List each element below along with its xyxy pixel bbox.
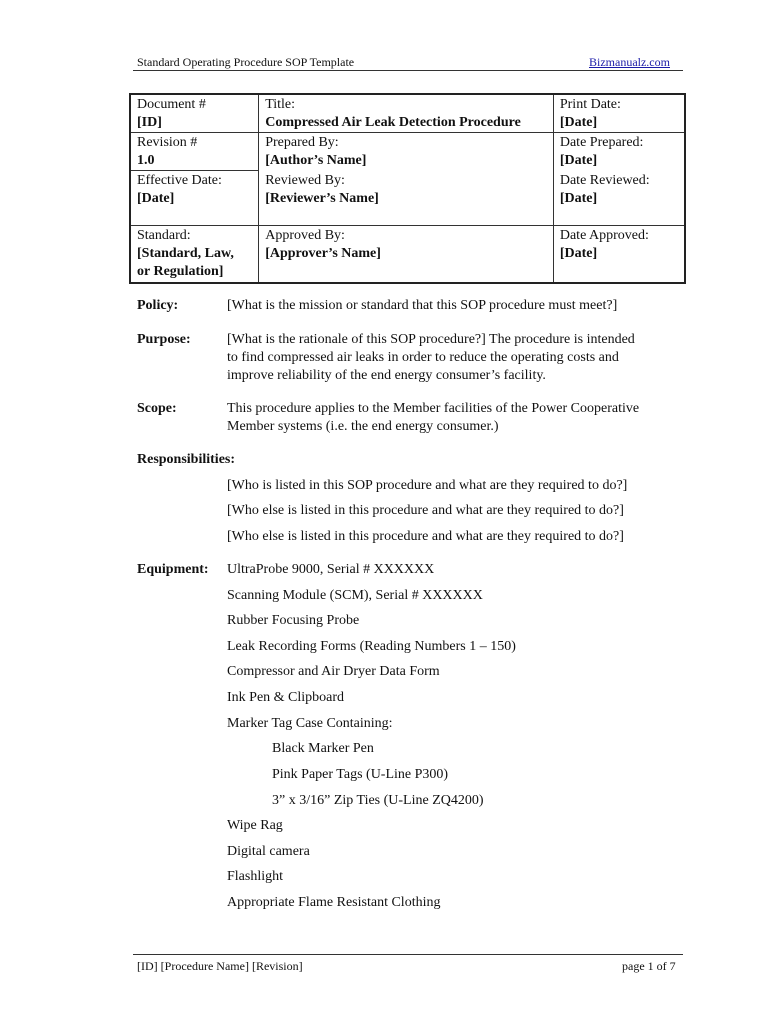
equipment-item: UltraProbe 9000, Serial # XXXXXX <box>227 562 435 577</box>
date-approved-value: [Date] <box>559 246 598 261</box>
effective-date-cell <box>130 171 259 226</box>
equipment-item: Digital camera <box>227 844 310 859</box>
purpose-label: Purpose: <box>137 332 191 347</box>
footer-divider <box>133 954 683 955</box>
title-cell <box>259 94 554 133</box>
approved-by-value: [Approver’s Name] <box>265 246 381 261</box>
purpose-text-line: to find compressed air leaks in order to reduce the operating costs and <box>227 350 619 365</box>
title-value: Compressed Air Leak Detection Procedure <box>265 115 521 130</box>
responsibility-item: [Who is listed in this SOP procedure and what are they required to do?] <box>227 478 628 493</box>
header-title: Standard Operating Procedure SOP Template <box>137 55 355 69</box>
equipment-item: Rubber Focusing Probe <box>227 613 360 628</box>
document-id-label: Document # <box>137 97 206 112</box>
date-approved-label: Date Approved: <box>559 228 649 243</box>
revision-label: Revision # <box>137 135 198 150</box>
date-approved-cell <box>553 226 685 283</box>
reviewed-by-label: Reviewed By: <box>265 172 345 188</box>
approved-by-cell <box>259 226 554 283</box>
print-date-label: Print Date: <box>559 97 621 112</box>
standard-value-line1: [Standard, Law, <box>137 246 234 261</box>
equipment-subitem: 3” x 3/16” Zip Ties (U-Line ZQ4200) <box>272 793 484 808</box>
prepared-by-label: Prepared By: <box>265 135 339 150</box>
date-reviewed-value: [Date] <box>559 190 598 206</box>
scope-text-line: Member systems (i.e. the end energy consumer.) <box>227 419 499 434</box>
scope-text-line: This procedure applies to the Member facilities of the Power Cooperative <box>227 401 640 416</box>
purpose-text-line: improve reliability of the end energy consumer’s facility. <box>227 368 546 383</box>
document-id-cell <box>130 94 259 133</box>
date-prepared-cell <box>553 133 685 171</box>
print-date-cell <box>553 94 685 133</box>
policy-label: Policy: <box>137 298 179 313</box>
equipment-item: Marker Tag Case Containing: <box>227 716 393 731</box>
equipment-item: Appropriate Flame Resistant Clothing <box>227 895 441 910</box>
prepared-by-cell <box>259 133 554 171</box>
standard-label: Standard: <box>137 228 191 243</box>
document-id-value: [ID] <box>137 115 162 130</box>
standard-value-line2: or Regulation] <box>137 264 224 279</box>
equipment-item: Flashlight <box>227 869 284 884</box>
responsibility-item: [Who else is listed in this procedure and what are they required to do?] <box>227 529 624 544</box>
equipment-item: Compressor and Air Dryer Data Form <box>227 664 440 679</box>
equipment-label: Equipment: <box>137 562 209 577</box>
reviewed-by-cell <box>259 171 554 226</box>
equipment-item: Ink Pen & Clipboard <box>227 690 345 705</box>
date-prepared-label: Date Prepared: <box>559 135 644 150</box>
footer-document-id: [ID] [Procedure Name] [Revision] <box>137 959 303 973</box>
date-reviewed-label: Date Reviewed: <box>559 172 650 188</box>
document-info-table <box>129 93 686 284</box>
date-reviewed-cell <box>553 171 685 226</box>
policy-text: [What is the mission or standard that this SOP procedure must meet?] <box>227 298 618 313</box>
print-date-value: [Date] <box>559 115 598 130</box>
equipment-item: Scanning Module (SCM), Serial # XXXXXX <box>227 588 483 603</box>
effective-date-label: Effective Date: <box>137 173 222 188</box>
standard-cell <box>130 226 259 283</box>
purpose-text-line: [What is the rationale of this SOP procedure?] The procedure is intended <box>227 332 635 347</box>
title-label: Title: <box>265 97 296 112</box>
effective-date-value: [Date] <box>137 191 175 206</box>
revision-value: 1.0 <box>137 153 155 168</box>
approved-by-label: Approved By: <box>265 228 345 243</box>
equipment-subitem: Black Marker Pen <box>272 741 374 756</box>
equipment-subitem: Pink Paper Tags (U-Line P300) <box>272 767 449 782</box>
responsibility-item: [Who else is listed in this procedure and what are they required to do?] <box>227 503 624 518</box>
scope-label: Scope: <box>137 401 177 416</box>
page-number: page 1 of 7 <box>622 959 676 973</box>
reviewed-by-value: [Reviewer’s Name] <box>265 190 379 206</box>
equipment-item: Leak Recording Forms (Reading Numbers 1 – 150) <box>227 639 516 654</box>
date-prepared-value: [Date] <box>559 153 598 168</box>
header-divider <box>133 70 683 71</box>
header-link[interactable]: Bizmanualz.com <box>589 55 670 69</box>
revision-cell <box>130 133 259 171</box>
responsibilities-label: Responsibilities: <box>137 452 236 467</box>
equipment-item: Wipe Rag <box>227 818 283 833</box>
prepared-by-value: [Author’s Name] <box>265 153 367 168</box>
